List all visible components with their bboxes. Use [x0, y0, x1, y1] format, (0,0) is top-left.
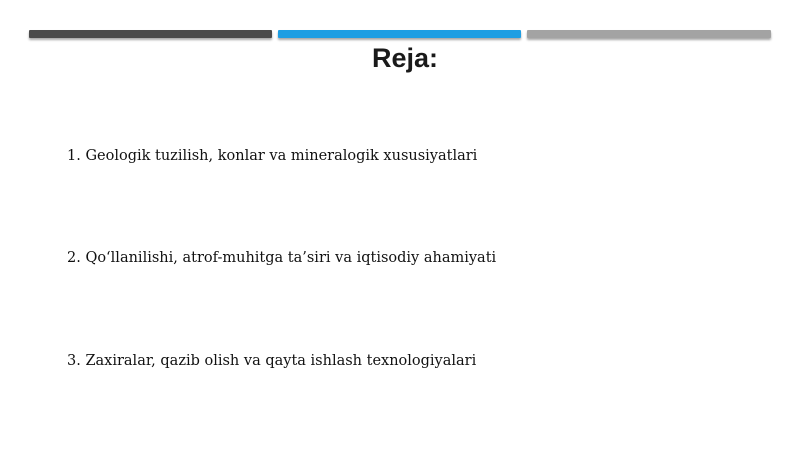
- plan-item-3: 3. Zaxiralar, qazib olish va qayta ishlash texnologiyalari: [67, 353, 477, 369]
- plan-item-2: 2. Qo‘llanilishi, atrof-muhitga ta’siri va iqtisodiy ahamiyati: [67, 250, 497, 266]
- slide-title: Reja:: [371, 43, 439, 73]
- accent-bar-left: [29, 30, 272, 38]
- accent-bar-middle: [278, 30, 521, 38]
- plan-item-1: 1. Geologik tuzilish, konlar va mineralogik xususiyatlari: [67, 148, 478, 164]
- accent-bar-right: [527, 30, 771, 38]
